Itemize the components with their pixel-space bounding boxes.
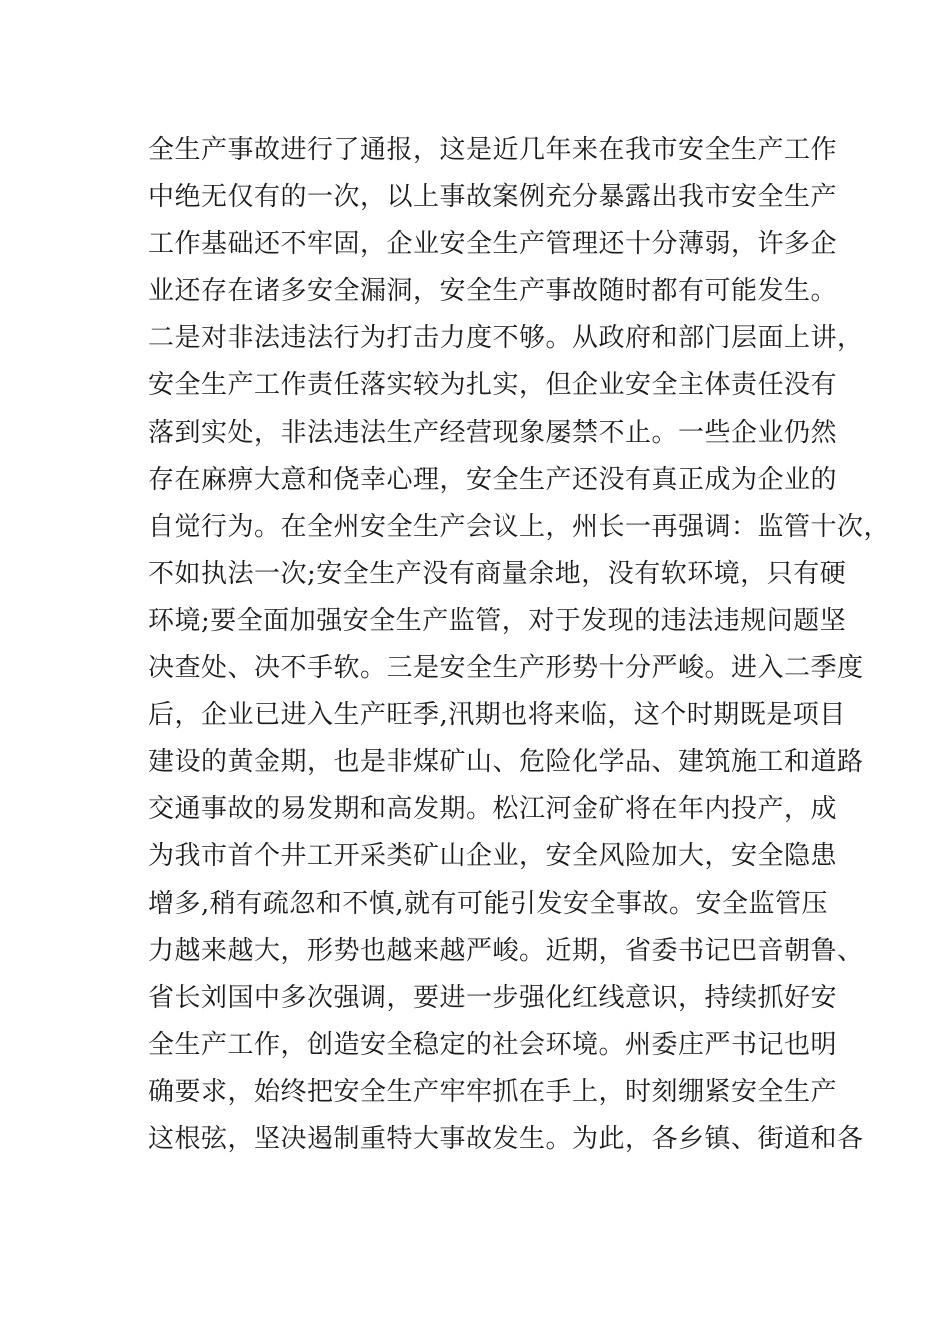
text-line: 力越来越大，形势也越来越严峻。近期，省委书记巴音朝鲁、 [148, 935, 864, 966]
text-line: 中绝无仅有的一次，以上事故案例充分暴露出我市安全生产 [148, 182, 838, 213]
text-line: 确要求，始终把安全生产牢牢抓在手上，时刻绷紧安全生产 [148, 1076, 838, 1107]
text-line: 不如执法一次;安全生产没有商量余地，没有软环境，只有硬 [148, 558, 847, 589]
text-line: 环境;要全面加强安全生产监管，对于发现的违法违规问题坚 [148, 605, 847, 636]
text-line: 这根弦，坚决遏制重特大事故发生。为此，各乡镇、街道和各 [148, 1123, 864, 1154]
text-line: 为我市首个井工开采类矿山企业，安全风险加大，安全隐患 [148, 841, 838, 872]
text-line: 增多,稍有疏忽和不慎,就有可能引发安全事故。安全监管压 [148, 888, 829, 919]
text-line: 省长刘国中多次强调，要进一步强化红线意识，持续抓好安 [148, 982, 838, 1013]
text-line: 后，企业已进入生产旺季,汛期也将来临，这个时期既是项目 [148, 700, 846, 731]
text-line: 二是对非法违法行为打击力度不够。从政府和部门层面上讲， [148, 323, 864, 354]
text-line: 建设的黄金期，也是非煤矿山、危险化学品、建筑施工和道路 [148, 747, 864, 778]
text-line: 自觉行为。在全州安全生产会议上，州长一再强调：监管十次， [148, 511, 891, 542]
text-line: 交通事故的易发期和高发期。松江河金矿将在年内投产，成 [148, 794, 838, 825]
text-line: 工作基础还不牢固，企业安全生产管理还十分薄弱，许多企 [148, 229, 838, 260]
text-line: 决查处、决不手软。三是安全生产形势十分严峻。进入二季度 [148, 653, 864, 684]
body-text [148, 127, 891, 1163]
text-line: 全生产工作，创造安全稳定的社会环境。州委庄严书记也明 [148, 1029, 838, 1060]
text-line: 存在麻痹大意和侥幸心理，安全生产还没有真正成为企业的 [148, 464, 838, 495]
text-line: 落到实处，非法违法生产经营现象屡禁不止。一些企业仍然 [148, 417, 838, 448]
text-line: 业还存在诸多安全漏洞，安全生产事故随时都有可能发生。 [148, 276, 838, 307]
text-line: 安全生产工作责任落实较为扎实，但企业安全主体责任没有 [148, 370, 838, 401]
text-line: 全生产事故进行了通报，这是近几年来在我市安全生产工作 [148, 135, 838, 165]
